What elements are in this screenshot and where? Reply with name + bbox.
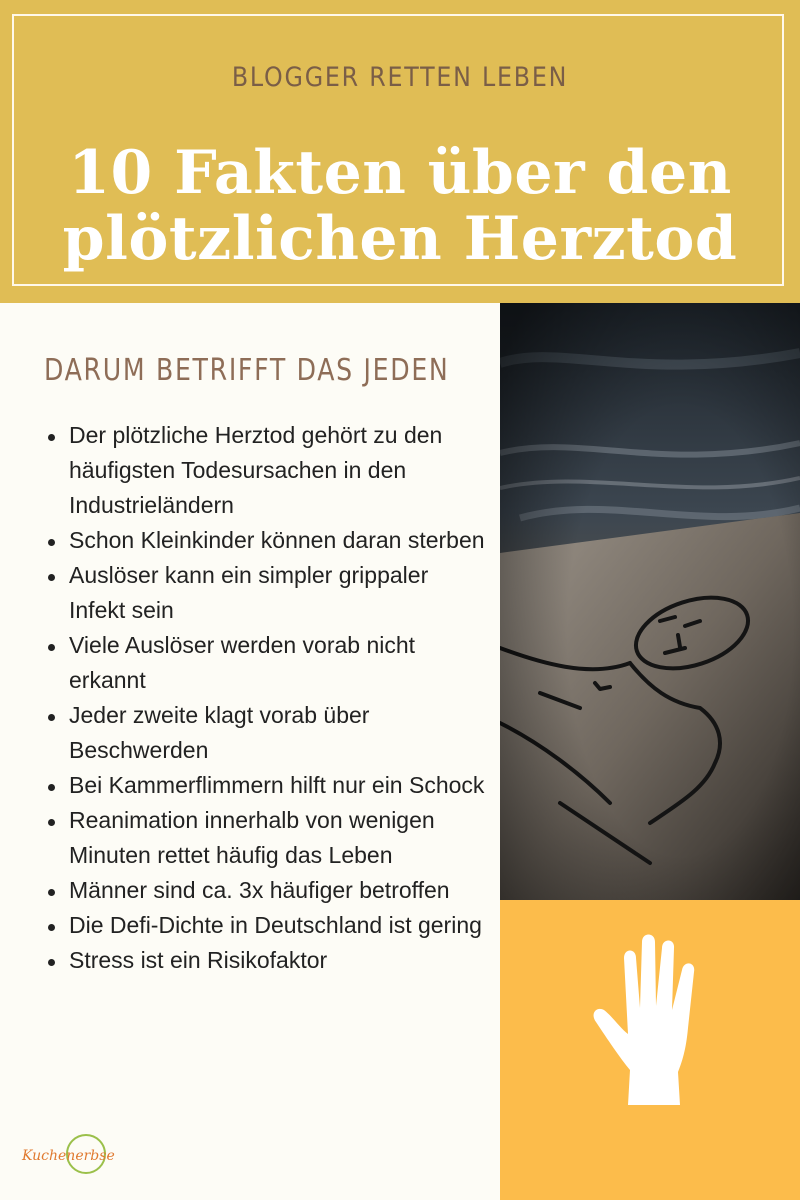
list-item: Auslöser kann ein simpler grippaler Infekt sein	[69, 558, 500, 628]
brand-logo	[16, 1132, 116, 1180]
list-item: Die Defi-Dichte in Deutschland ist gering	[69, 908, 500, 943]
header-kicker: BLOGGER RETTEN LEBEN	[231, 62, 569, 93]
cpr-training-photo	[500, 303, 800, 900]
list-item: Schon Kleinkinder können daran sterben	[69, 523, 500, 558]
title-line: plötzlichen Herztod	[62, 204, 738, 274]
list-item: Der plötzliche Herztod gehört zu den häufigsten Todesursachen in den Industrieländern	[69, 418, 500, 523]
hand-panel	[500, 900, 800, 1200]
list-item: Jeder zweite klagt vorab über Beschwerden	[69, 698, 500, 768]
page-title	[0, 140, 800, 272]
header-banner	[0, 0, 800, 303]
list-item: Viele Auslöser werden vorab nicht erkannt	[69, 628, 500, 698]
section-heading: DARUM BETRIFFT DAS JEDEN	[44, 353, 450, 388]
list-item: Reanimation innerhalb von wenigen Minuten rettet häufig das Leben	[69, 803, 500, 873]
title-line: 10 Fakten über den	[68, 138, 732, 208]
hand-icon	[590, 930, 710, 1110]
list-item: Bei Kammerflimmern hilft nur ein Schock	[69, 768, 500, 803]
facts-list	[0, 418, 500, 978]
logo-text: Kuchenerbse	[22, 1148, 115, 1164]
list-item: Stress ist ein Risikofaktor	[69, 943, 500, 978]
list-item: Männer sind ca. 3x häufiger betroffen	[69, 873, 500, 908]
